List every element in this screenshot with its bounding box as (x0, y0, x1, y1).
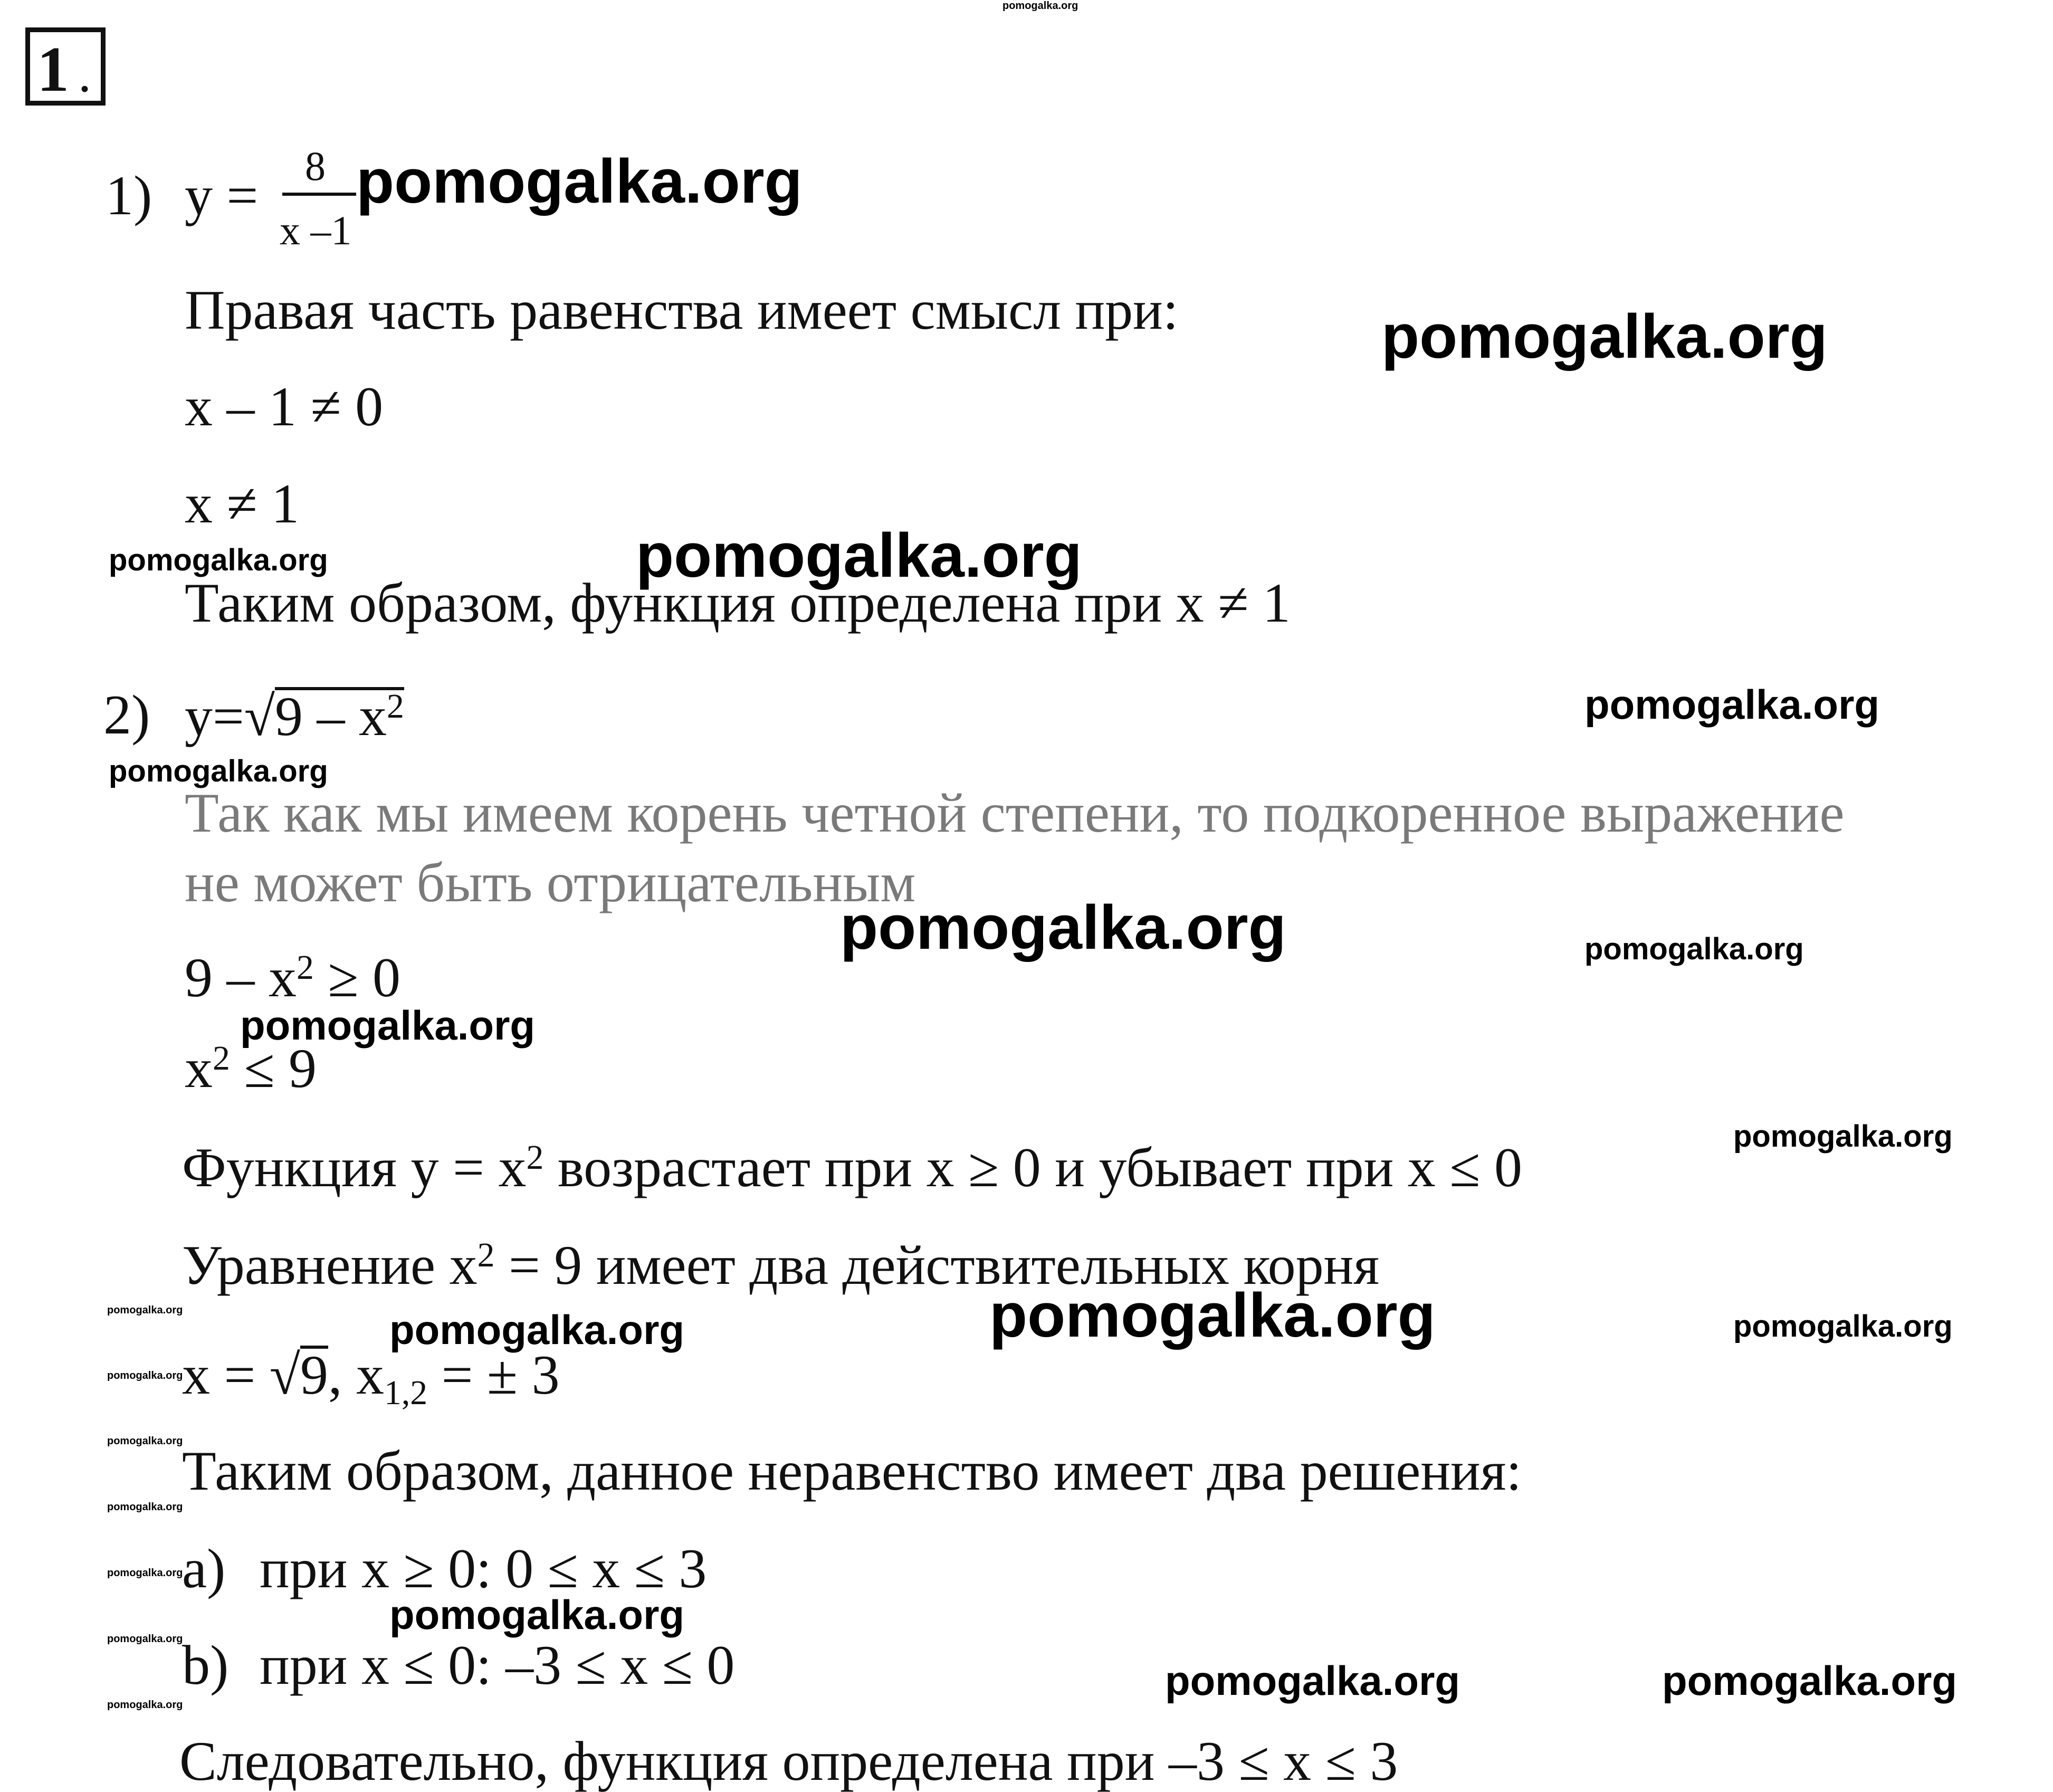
part2-final-conclusion: Следовательно, функция определена при –3 ≤ x ≤ 3 (179, 1730, 1398, 1792)
watermark: pomogalka.org (389, 1591, 685, 1638)
part2-equation (185, 687, 404, 745)
watermark: pomogalka.org (107, 1370, 183, 1381)
part2-radicand-exponent: 2 (386, 687, 404, 726)
sqrt-icon: √ (269, 1344, 300, 1406)
part2-radicand-base: 9 – x (274, 685, 387, 747)
ineq1-right: ≥ 0 (313, 947, 401, 1008)
part1-fraction-bar (282, 193, 356, 196)
part2-inequality-2 (185, 1037, 317, 1099)
watermark: pomogalka.org (109, 754, 328, 788)
header-watermark: pomogalka.org (1002, 0, 1078, 12)
watermark: pomogalka.org (1584, 932, 1804, 966)
watermark: pomogalka.org (1662, 1657, 1957, 1704)
watermark: pomogalka.org (1733, 1309, 1953, 1343)
watermark: pomogalka.org (1733, 1119, 1953, 1154)
ineq2-right: ≤ 9 (230, 1037, 317, 1099)
part1-conclusion: Таким образом, функция определена при x ≠ 1 (185, 572, 1291, 634)
case-b-text: при x ≤ 0: –3 ≤ x ≤ 0 (260, 1634, 735, 1696)
watermark: pomogalka.org (107, 1304, 183, 1316)
watermark: pomogalka.org (1584, 681, 1880, 728)
part1-condition-2: x ≠ 1 (185, 473, 300, 535)
part2-radicand (274, 685, 404, 747)
ineq2-exponent: 2 (213, 1039, 230, 1078)
sqrt-icon: √ (244, 685, 275, 747)
watermark: pomogalka.org (1381, 302, 1828, 371)
roots-subscript: 1,2 (384, 1373, 428, 1412)
part2-eq-lhs: y= (185, 685, 244, 747)
watermark: pomogalka.org (107, 1633, 183, 1645)
exercise-number: 1 (37, 34, 69, 105)
func-text-a: Функция y = x (182, 1137, 527, 1198)
watermark: pomogalka.org (107, 1501, 183, 1513)
exercise-number-dot: . (78, 44, 91, 103)
ineq1-left: 9 – x (185, 947, 297, 1008)
part1-condition-1: x – 1 ≠ 0 (185, 376, 384, 437)
part1-fraction-denominator: x –1 (280, 207, 352, 253)
watermark: pomogalka.org (107, 1699, 183, 1711)
eq-exponent: 2 (477, 1236, 495, 1275)
eq-text-a: Уравнение x (182, 1234, 478, 1296)
watermark: pomogalka.org (1165, 1657, 1460, 1704)
roots-radicand: 9 (300, 1344, 328, 1406)
eq-text-b: = 9 имеет два действительных корня (494, 1234, 1380, 1296)
case-b-label: b) (182, 1634, 229, 1696)
roots-text-b: , x (328, 1344, 384, 1406)
case-a-label: a) (182, 1538, 226, 1599)
part1-eq-lhs: y = (185, 165, 259, 226)
func-text-b: возрастает при x ≥ 0 и убывает при x ≤ 0 (543, 1137, 1522, 1198)
func-exponent: 2 (526, 1138, 544, 1177)
part1-fraction-numerator: 8 (305, 143, 326, 189)
case-a-text: при x ≥ 0: 0 ≤ x ≤ 3 (260, 1538, 707, 1599)
part2-roots (182, 1344, 560, 1412)
watermark: pomogalka.org (240, 1002, 536, 1048)
watermark: pomogalka.org (989, 1281, 1436, 1350)
watermark: pomogalka.org (389, 1307, 685, 1353)
ineq1-exponent: 2 (297, 948, 314, 987)
watermark: pomogalka.org (107, 1435, 183, 1447)
part2-inequality-1 (185, 947, 401, 1008)
part2-explanation-line-1: Так как мы имеем корень четной степени, то подкоренное выражение (185, 782, 1845, 844)
roots-text-a: x = (182, 1344, 270, 1406)
watermark: pomogalka.org (109, 543, 328, 577)
part1-label: 1) (106, 165, 152, 226)
part1-meaning-text: Правая часть равенства имеет смысл при: (185, 279, 1179, 341)
watermark: pomogalka.org (636, 521, 1082, 590)
watermark: pomogalka.org (840, 893, 1286, 962)
watermark: pomogalka.org (356, 147, 803, 216)
roots-text-c: = ± 3 (427, 1344, 560, 1406)
part2-label: 2) (103, 684, 150, 746)
part2-two-solutions: Таким образом, данное неравенство имеет два решения: (182, 1440, 1522, 1502)
watermark: pomogalka.org (107, 1567, 183, 1579)
ineq2-left: x (185, 1037, 213, 1099)
part2-explanation-line-2: не может быть отрицательным (185, 852, 916, 913)
part2-function-monotonicity (182, 1137, 1522, 1198)
